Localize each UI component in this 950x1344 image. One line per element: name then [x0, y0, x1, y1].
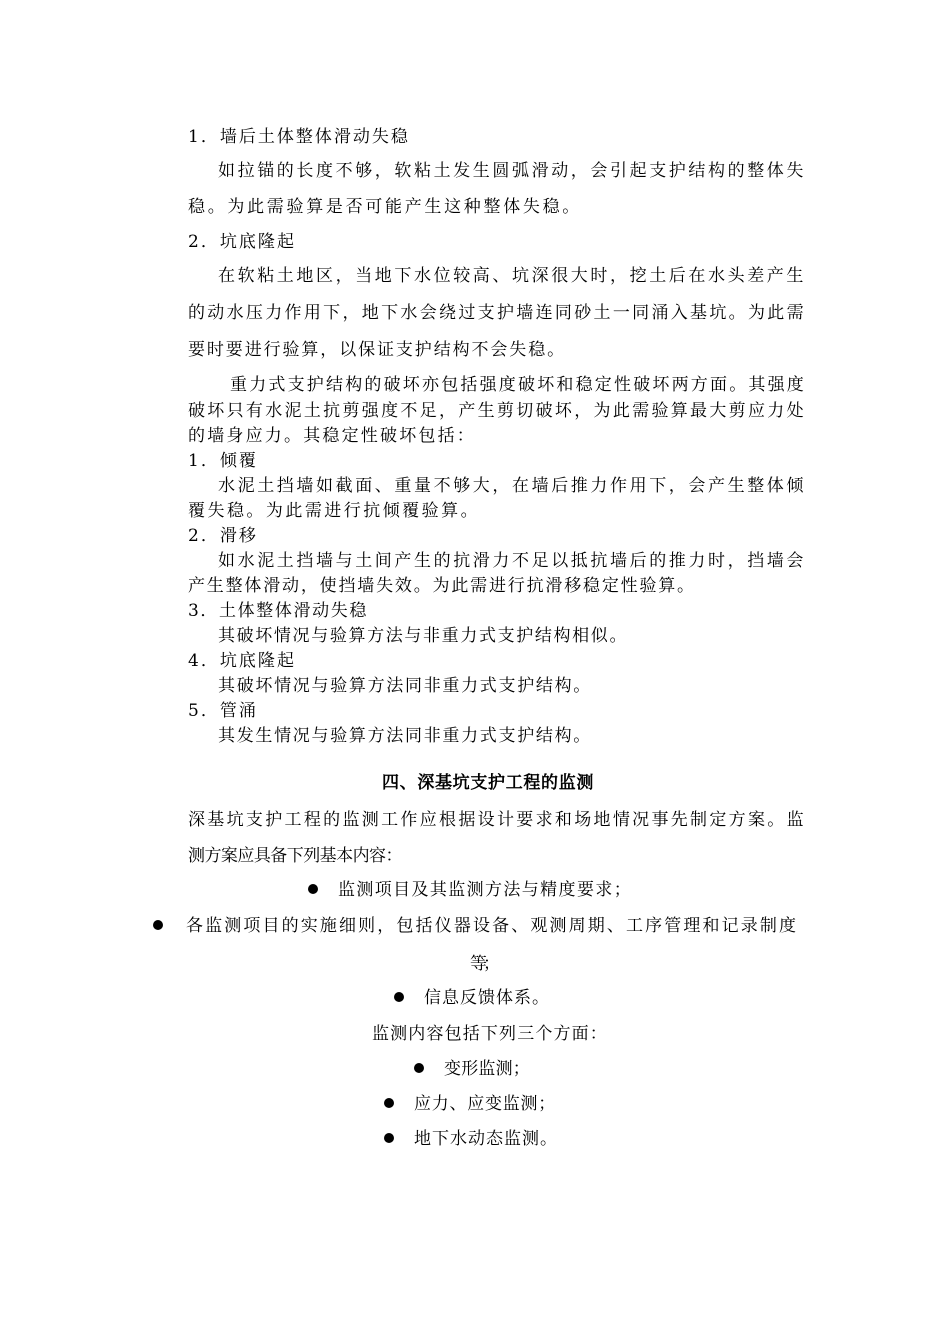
section-title: 四、深基坑支护工程的监测: [382, 773, 595, 793]
paragraph-line: 覆失稳。为此需进行抗倾覆验算。: [188, 501, 481, 521]
bullet-item: 监测项目及其监测方法与精度要求；: [338, 880, 633, 900]
paragraph-line: 监测内容包括下列三个方面：: [372, 1024, 608, 1044]
bullet-item: 应力、应变监测；: [414, 1094, 556, 1114]
list-heading-overturn: 1．倾覆: [188, 451, 258, 471]
bullet-icon: [384, 1133, 394, 1143]
bullet-icon: [153, 920, 163, 930]
paragraph-line: 其发生情况与验算方法同非重力式支护结构。: [218, 726, 592, 746]
bullet-icon: [414, 1063, 424, 1073]
paragraph-line: 深基坑支护工程的监测工作应根据设计要求和场地情况事先制定方案。监: [188, 810, 806, 830]
bullet-item: 信息反馈体系。: [424, 988, 550, 1008]
bullet-icon: [394, 992, 404, 1002]
bullet-item-continued: 等；: [470, 954, 496, 974]
paragraph-line: 如水泥土挡墙与土间产生的抗滑力不足以抵抗墙后的推力时，挡墙会: [218, 551, 806, 571]
bullet-item: 地下水动态监测。: [414, 1129, 558, 1149]
paragraph-line: 在软粘土地区，当地下水位较高、坑深很大时，挖土后在水头差产生: [218, 266, 806, 286]
paragraph-line: 重力式支护结构的破坏亦包括强度破坏和稳定性破坏两方面。其强度: [230, 375, 806, 395]
list-heading-slide: 2．滑移: [188, 526, 258, 546]
bullet-icon: [384, 1098, 394, 1108]
bullet-item: 变形监测；: [444, 1059, 530, 1079]
list-heading-soil-slide: 3．土体整体滑动失稳: [188, 601, 369, 621]
paragraph-line: 稳。为此需验算是否可能产生这种整体失稳。: [188, 197, 582, 217]
paragraph-line: 要时要进行验算，以保证支护结构不会失稳。: [188, 340, 566, 360]
paragraph-line: 产生整体滑动，使挡墙失效。为此需进行抗滑移稳定性验算。: [188, 576, 696, 596]
bullet-item: 各监测项目的实施细则，包括仪器设备、观测周期、工序管理和记录制度: [186, 916, 799, 936]
paragraph-line: 的动水压力作用下，地下水会绕过支护墙连同砂土一同涌入基坑。为此需: [188, 303, 806, 323]
paragraph-line: 如拉锚的长度不够，软粘土发生圆弧滑动，会引起支护结构的整体失: [218, 161, 806, 181]
paragraph-line: 其破坏情况与验算方法同非重力式支护结构。: [218, 676, 592, 696]
paragraph-line: 的墙身应力。其稳定性破坏包括：: [188, 426, 476, 446]
subheading-wall-slide: 1．墙后土体整体滑动失稳: [188, 127, 410, 147]
paragraph-line: 其破坏情况与验算方法与非重力式支护结构相似。: [218, 626, 629, 646]
paragraph-line: 测方案应具备下列基本内容：: [188, 846, 402, 866]
list-heading-heave: 4．坑底隆起: [188, 651, 296, 671]
list-heading-piping: 5．管涌: [188, 701, 258, 721]
subheading-pit-heave: 2．坑底隆起: [188, 232, 296, 252]
paragraph-line: 水泥土挡墙如截面、重量不够大，在墙后推力作用下，会产生整体倾: [218, 476, 806, 496]
bullet-icon: [308, 884, 318, 894]
paragraph-line: 破坏只有水泥土抗剪强度不足，产生剪切破坏，为此需验算最大剪应力处: [188, 401, 806, 421]
